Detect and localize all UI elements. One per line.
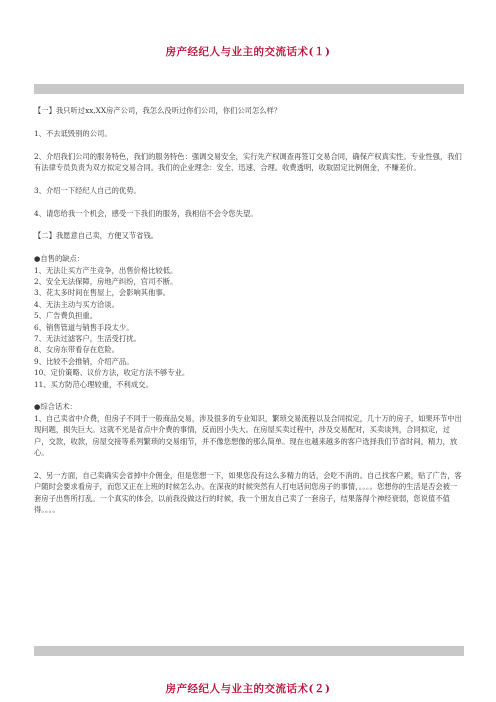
list-item: 4、无法主动与买方洽谈。 — [34, 299, 119, 309]
title-divider — [34, 84, 464, 94]
paragraph: 3、介绍一下经纪人自己的优势。 — [34, 185, 141, 195]
paragraph: 2、介绍我们公司的服务特色，我们的服务特色：强调交易安全，实行先产权调查再签订交易合同，确保产权真实性。专业性强，我们有法律专员负责为双方拟定交易合同。我们的企业理念：安全、迅速、合理。收费透明，收取固定比例佣金，不赚差价。 — [34, 151, 462, 172]
paragraph: 4、请您给我一个机会，感受一下我们的服务，我相信不会令您失望。 — [34, 208, 258, 218]
list-item: 1、无法让买方产生竞争，出售价格比较低。 — [34, 265, 178, 275]
document-title: 房产经纪人与业主的交流话术(１) — [165, 46, 331, 58]
paragraph: 2、另一方面，自己卖确实会省掉中介佣金，但是您想一下，如果您没有这么多精力的话，会吃不消的。自己找客户累，贴了广告，客户随时会要求看房子，而您又正在上班的时候怎么办。在深夜的时候突然有人打电话问您房子的事情，。。。。您想你的生活是否会被一套房子出售所打乱。一个真实的体会，以前我没做这行的时候，我一个朋友自己卖了一套房子，结果落得个神经衰弱，您说值不值得。。。。 — [34, 470, 462, 515]
list-item: 2、安全无法保障，房地产纠纷，官司不断。 — [34, 277, 178, 286]
list-item: 5、广告费负担重。 — [34, 311, 98, 321]
list-item: 8、女房东带看存在危险。 — [34, 345, 119, 355]
paragraph: 1、自己卖省中介费，但房子不同于一般商品交易，涉及很多的专业知识，繁琐交易流程以及合同拟定，几十万的房子，如果环节中出现问题，损失巨大。这就不光是省点中介费的事情，反而因小失大。在房屋买卖过程中，涉及交易配对，买卖谈判，合同拟定，过户，交款，收款，房屋交接等系列繁琐的交易细节，并不像您想像的那么简单。现在也越来越多的客户选择我们节省时间，精力，放心。 — [34, 413, 462, 458]
list-heading: ●自售的缺点： — [34, 254, 85, 264]
drawbacks-list — [34, 253, 464, 390]
list-item: 3、花太多时间在售屋上，会影响其他事。 — [34, 288, 170, 298]
section-heading: 【二】我愿意自己卖，方便又节省钱。 — [34, 231, 159, 241]
list-item: 10、定价策略、议价方法，收定方法不够专业。 — [34, 368, 190, 378]
list-item: 11、买方防范心理较重，不利成交。 — [34, 379, 153, 389]
list-item: 7、无法过滤客户，生活受打扰。 — [34, 334, 141, 344]
section-heading: 【一】我只听过xx,XX房产公司，我怎么没听过你们公司，你们公司怎么样？ — [34, 106, 282, 115]
list-item: 9、比较不会推销，介绍产品。 — [34, 356, 134, 366]
section-divider — [34, 646, 464, 656]
list-item: 6、销售管道与销售手段太少。 — [34, 322, 134, 332]
document-title-2: 房产经纪人与业主的交流话术(２) — [165, 683, 331, 695]
document-body — [34, 105, 464, 516]
list-heading: ●综合话术： — [34, 402, 77, 412]
paragraph: 1、不去诋毁别的公司。 — [34, 128, 112, 138]
